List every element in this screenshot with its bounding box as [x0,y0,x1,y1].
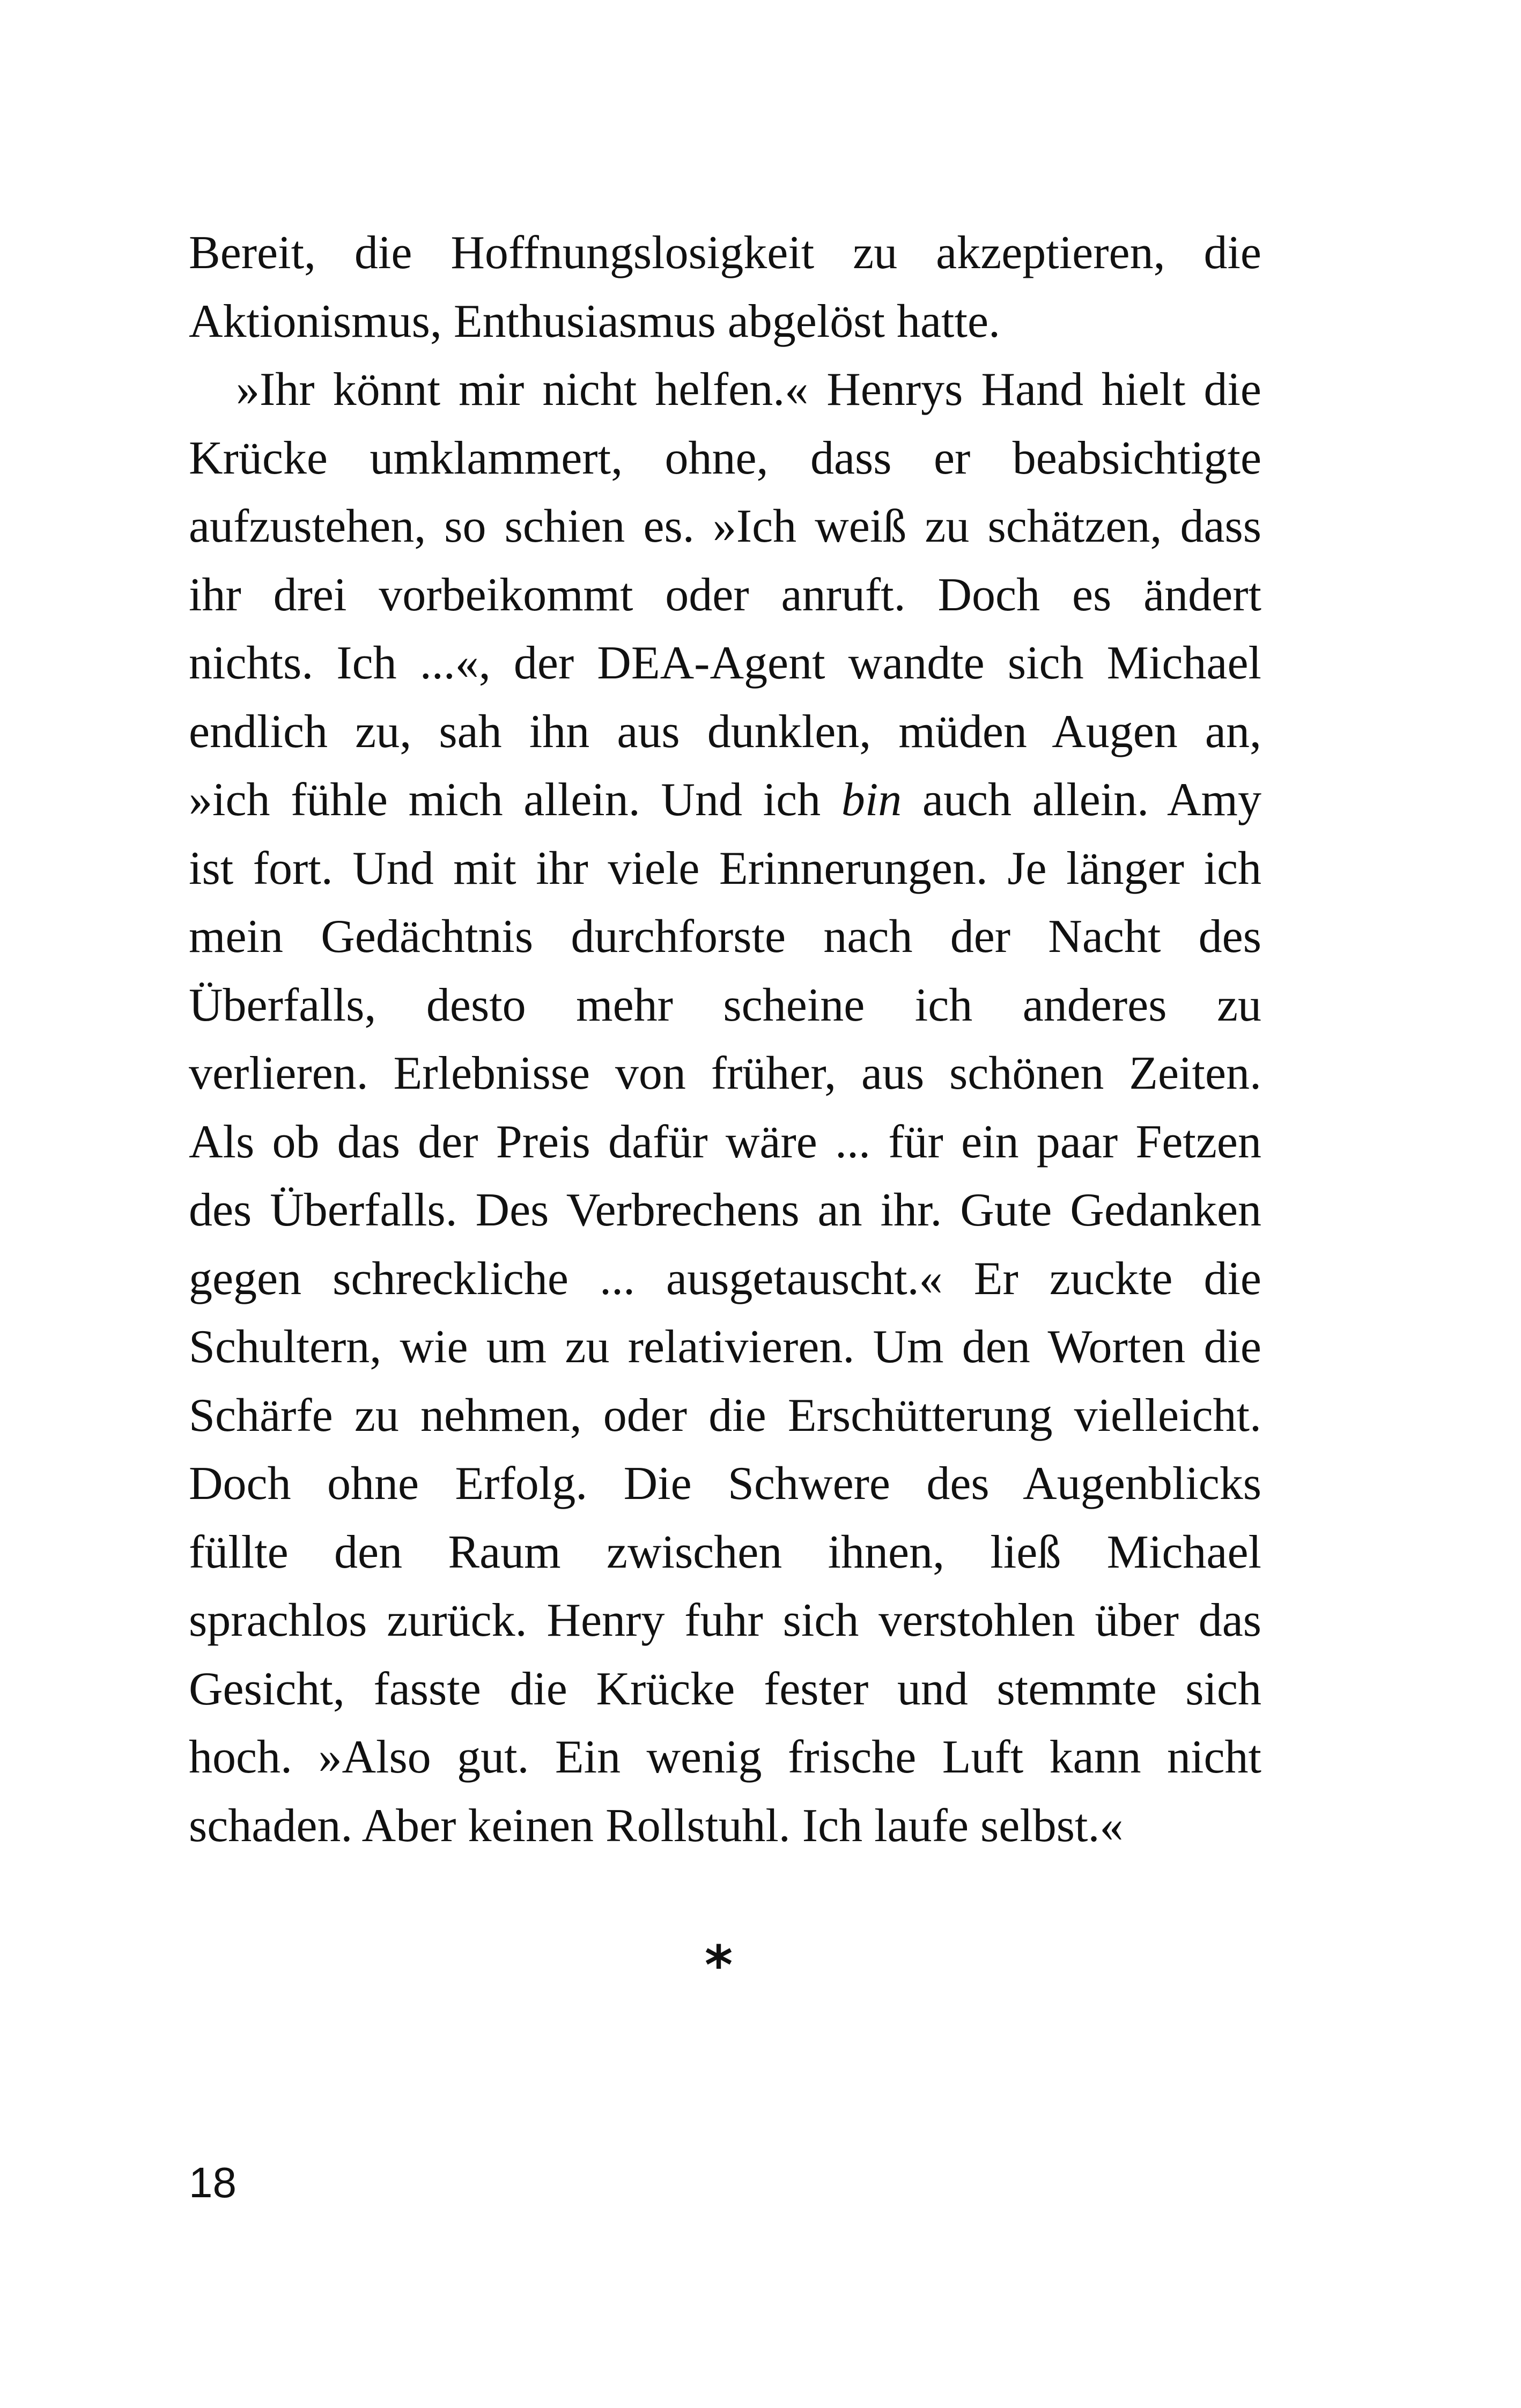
text-line [189,424,1261,493]
text-line [189,903,1261,971]
text-segment: des Überfalls. Des Verbrechens an ihr. Gute Gedanken [189,1184,1261,1236]
text-line [189,1723,1261,1792]
text-line [189,287,1261,356]
text-line [189,834,1261,903]
text-segment: Schärfe zu nehmen, oder die Erschütterung vielleicht. [189,1389,1261,1442]
text-segment: Aktionismus, Enthusiasmus abgelöst hatte. [189,295,1001,348]
text-segment: »ich fühle mich allein. Und ich [189,774,841,826]
text-segment: Bereit, die Hoffnungslosigkeit zu akzeptieren, die [189,227,1261,279]
text-segment: gegen schreckliche ... ausgetauscht.« Er zuckte die [189,1252,1261,1305]
text-segment: ihr drei vorbeikommt oder anruft. Doch es ändert [189,568,1261,621]
text-line [189,219,1261,287]
text-line [189,1313,1261,1382]
text-line [189,1382,1261,1450]
text-segment: sprachlos zurück. Henry fuhr sich verstohlen über das [189,1594,1261,1646]
text-segment: auch allein. Amy [902,774,1261,826]
text-line [189,1450,1261,1518]
text-line [189,1245,1261,1313]
text-segment: hoch. »Also gut. Ein wenig frische Luft kann nicht [189,1731,1261,1783]
text-segment: nichts. Ich ...«, der DEA-Agent wandte sich Michael [189,637,1261,689]
text-line [189,492,1261,561]
text-segment: Gesicht, fasste die Krücke fester und stemmte sich [189,1663,1261,1715]
body-text [189,219,1261,1860]
text-line [189,1586,1261,1655]
text-segment: ist fort. Und mit ihr viele Erinnerungen. Je länger ich [189,842,1261,895]
text-line [189,1039,1261,1108]
text-segment: endlich zu, sah ihn aus dunklen, müden Augen an, [189,705,1261,758]
text-line [189,356,1261,424]
text-segment: aufzustehen, so schien es. »Ich weiß zu schätzen, dass [189,500,1261,552]
italic-word: bin [841,774,902,826]
text-line [189,1655,1261,1724]
text-line [189,698,1261,766]
text-line [189,1176,1261,1245]
text-segment: mein Gedächtnis durchforste nach der Nacht des [189,911,1261,963]
text-line [189,629,1261,698]
text-segment: füllte den Raum zwischen ihnen, ließ Michael [189,1526,1261,1578]
text-segment: Schultern, wie um zu relativieren. Um den Worten die [189,1321,1261,1373]
text-line [189,766,1261,834]
text-line [189,1108,1261,1177]
text-segment: Krücke umklammert, ohne, dass er beabsichtigte [189,432,1261,484]
text-line [189,561,1261,630]
text-segment: verlieren. Erlebnisse von früher, aus schönen Zeiten. [189,1047,1261,1099]
text-line [189,1518,1261,1587]
section-break-asterisk: * [704,1934,733,1997]
page-number: 18 [189,2159,237,2206]
text-line [189,1792,1261,1860]
text-segment: schaden. Aber keinen Rollstuhl. Ich laufe selbst.« [189,1799,1124,1852]
text-segment: Überfalls, desto mehr scheine ich anderes zu [189,979,1261,1031]
text-segment: »Ihr könnt mir nicht helfen.« Henrys Hand hielt die [236,364,1261,416]
text-segment: Doch ohne Erfolg. Die Schwere des Augenblicks [189,1458,1261,1510]
text-segment: Als ob das der Preis dafür wäre ... für ein paar Fetzen [189,1116,1261,1168]
text-line [189,971,1261,1040]
